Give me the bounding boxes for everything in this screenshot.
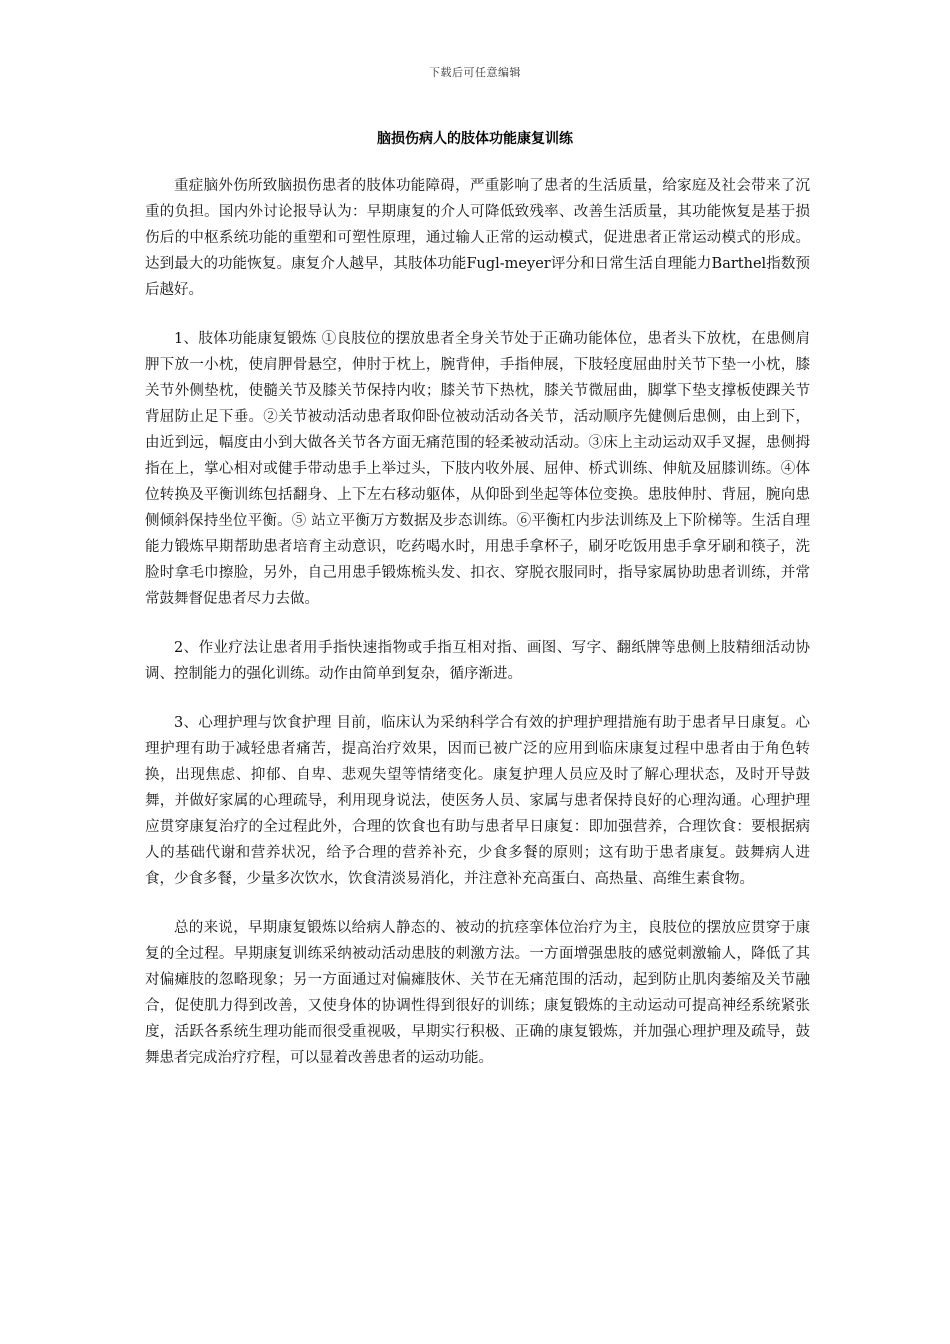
section-1-limb-rehab-paragraph: 1、肢体功能康复锻炼 ①良肢位的摆放患者全身关节处于正确功能体位，患者头下放枕，在患侧肩胛下放一小枕，使肩胛骨悬空，伸肘于枕上，腕背伸，手指伸展，下肢轻度屈曲肘关节下垫一小枕，膝关节外侧垫枕，使髓关节及膝关节保持内收；膝关节下热枕，膝关节微屈曲，脚掌下垫支撑板使踝关节背屈防止足下垂。②关节被动活动患者取仰卧位被动活动各关节，活动顺序先健侧后患侧，由上到下，由近到远，幅度由小到大做各关节各方面无痛范围的轻柔被动活动。③床上主动运动双手叉握，患侧拇指在上，掌心相对或健手带动患手上举过头，下肢内收外展、屈伸、桥式训练、伸航及屈膝训练。④体位转换及平衡训练包括翻身、上下左右移动躯体，从仰卧到坐起等体位变换。患肢伸肘、背屈，腕向患侧倾斜保持坐位平衡。⑤ 站立平衡万方数据及步态训练。⑥平衡杠内步法训练及上下阶梯等。生活自理能力锻炼早期帮助患者培育主动意识，吃药喝水时，用患手拿杯子，刷牙吃饭用患手拿牙刷和筷子，洗脸时拿毛巾擦脸，另外，自己用患手锻炼梳头发、扣衣、穿脱衣服同时，指导家属协助患者训练，并常常鼓舞督促患者尽力去做。 (145, 331, 810, 607)
summary-paragraph: 总的来说，早期康复锻炼以给病人静态的、被动的抗痉挛体位治疗为主，良肢位的摆放应贯穿于康复的全过程。早期康复训练采纳被动活动患肢的刺激方法。一方面增强患肢的感觉刺激输人，降低了其对偏瘫肢的忽略现象；另一方面通过对偏瘫肢休、关节在无痛范围的活动，起到防止肌肉萎缩及关节融合，促使肌力得到改善，又使身体的协调性得到很好的训练；康复锻炼的主动运动可提高神经系统紧张度，活跃各系统生理功能而很受重视吸，早期实行积极、正确的康复锻炼，并加强心理护理及疏导，鼓舞患者完成治疗疗程，可以显着改善患者的运动功能。 (145, 920, 810, 1066)
document-body (145, 173, 810, 1094)
section-3-psych-diet-paragraph: 3、心理护理与饮食护理 目前，临床认为采纳科学合有效的护理护理措施有助于患者早日康复。心理护理有助于减轻患者痛苦，提高治疗效果，因而已被广泛的应用到临床康复过程中患者由于角色转换，出现焦虑、抑郁、自卑、悲观失望等情绪变化。康复护理人员应及时了解心理状态，及时开导鼓舞，并做好家属的心理疏导，利用现身说法，使医务人员、家属与患者保持良好的心理沟通。心理护理应贯穿康复治疗的全过程此外，合理的饮食也有助与患者早日康复：即加强营养，合理饮食：要根据病人的基础代谢和营养状况，给予合理的营养补充，少食多餐的原则；这有助于患者康复。鼓舞病人进食，少食多餐，少量多次饮水，饮食清淡易消化，并注意补充高蛋白、高热量、高维生素食物。 (145, 715, 810, 887)
section-2-occupational-therapy-paragraph: 2、作业疗法让患者用手指快速指物或手指互相对指、画图、写字、翻纸牌等患侧上肢精细活动协调、控制能力的强化训练。动作由简单到复杂，循序渐进。 (145, 640, 810, 682)
document-title: 脑损伤病人的肢体功能康复训练 (377, 131, 573, 147)
intro-paragraph: 重症脑外伤所致脑损伤患者的肢体功能障碍，严重影响了患者的生活质量，给家庭及社会带来了沉重的负担。国内外讨论报导认为：早期康复的介人可降低致残率、改善生活质量，其功能恢复是基于损伤后的中枢系统功能的重塑和可塑性原理，通过输人正常的运动模式，促进患者正常运动模式的形成。达到最大的功能恢复。康复介人越早，其肢体功能Fugl-meyer评分和日常生活自理能力Barthel指数预后越好。 (145, 178, 810, 298)
header-note: 下载后可任意编辑 (429, 66, 521, 79)
